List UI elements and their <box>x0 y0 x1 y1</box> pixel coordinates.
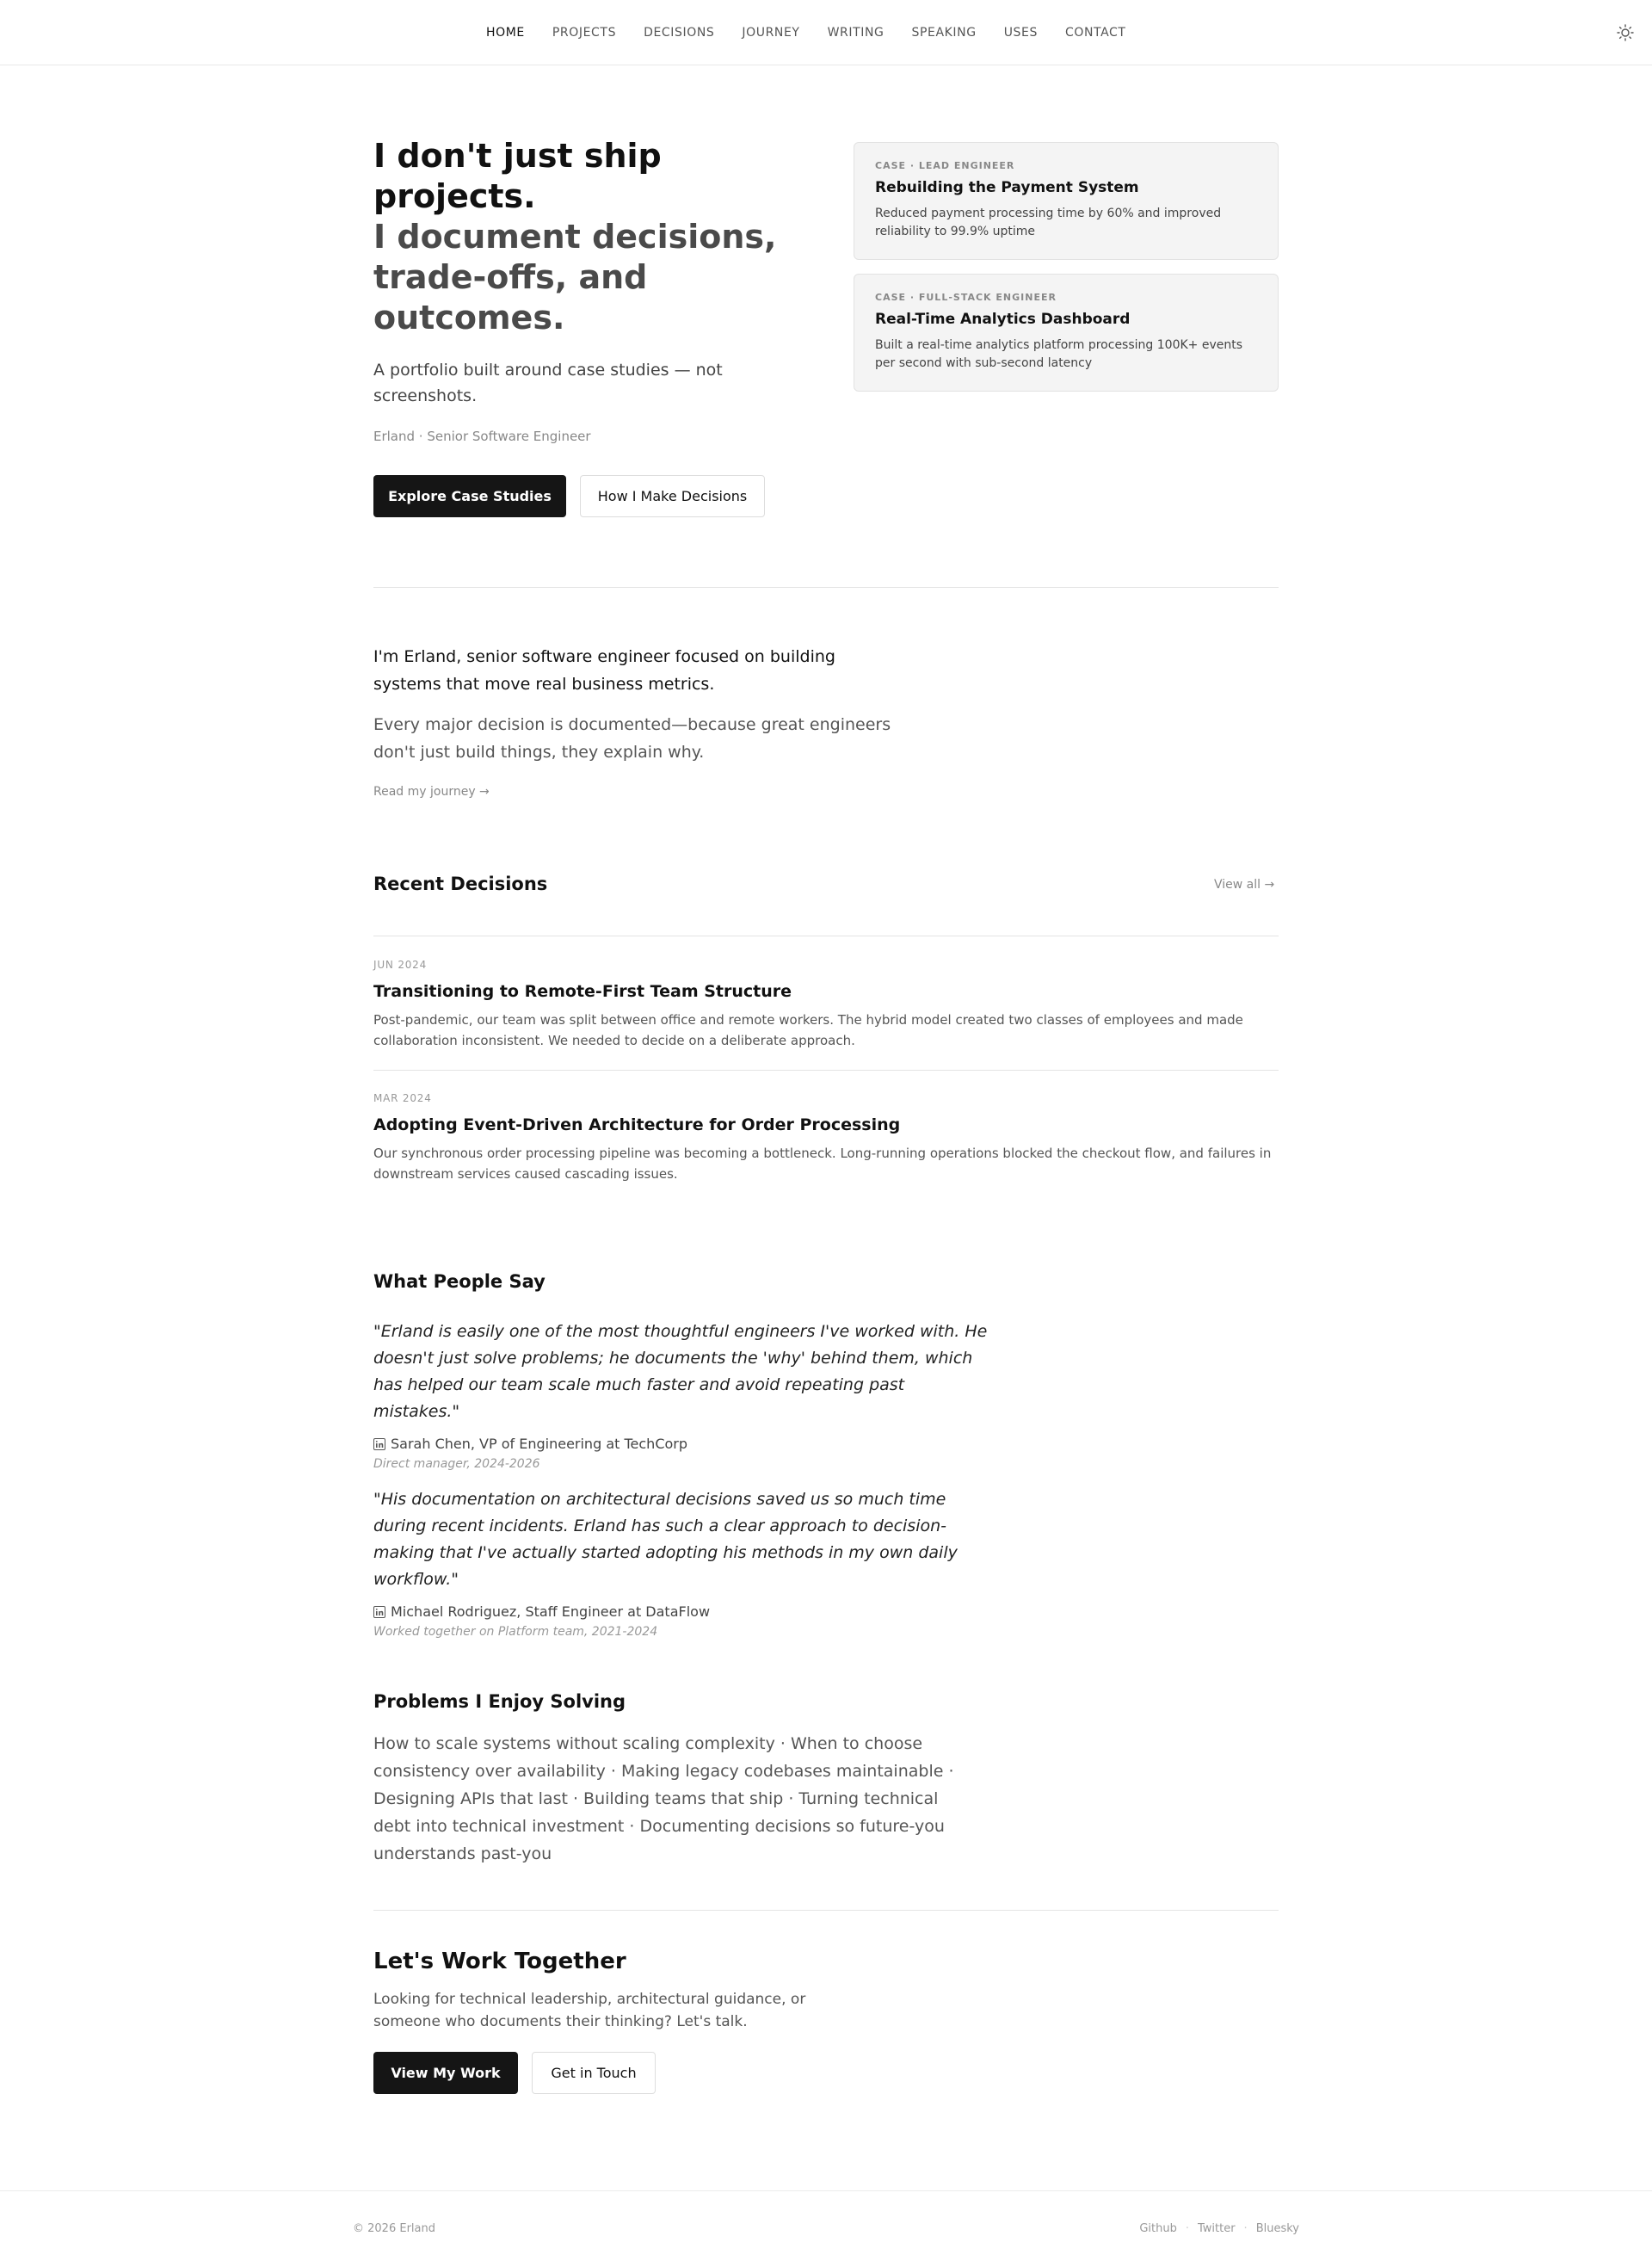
hero-byline: Erland · Senior Software Engineer <box>373 429 591 444</box>
problems-list: How to scale systems without scaling complexity · When to choose consistency over availability · Making legacy codebases maintainable · Designing APIs that last · Building teams that ship · Turning technical debt into technical investment · Documenting decisions so future-you understands past-you <box>373 1734 954 1863</box>
nav-item-contact[interactable]: CONTACT <box>1064 26 1126 40</box>
case-title: Real-Time Analytics Dashboard <box>875 311 1131 328</box>
decision-description: Post-pandemic, our team was split between office and remote workers. The hybrid model created two classes of employees and made collaboration inconsistent. We needed to decide on a deliberate approach. <box>373 1012 1243 1048</box>
decision-date: MAR 2024 <box>373 1092 432 1104</box>
case-description: Reduced payment processing time by 60% and improved reliability to 99.9% uptime <box>875 207 1222 238</box>
top-navigation <box>0 0 1652 65</box>
explore-case-studies-button[interactable]: Explore Case Studies <box>373 475 566 517</box>
footer-separator: · <box>1185 2222 1189 2235</box>
testimonial-author[interactable] <box>373 1436 993 1452</box>
nav-item-decisions[interactable]: DECISIONS <box>644 26 715 40</box>
testimonial-role: Worked together on Platform team, 2021-2024 <box>373 1625 658 1639</box>
nav-item-projects[interactable]: PROJECTS <box>552 26 617 40</box>
decision-title: Transitioning to Remote-First Team Structure <box>373 982 792 1001</box>
case-eyebrow: CASE · LEAD ENGINEER <box>875 160 1015 171</box>
decision-divider <box>373 1070 1279 1071</box>
read-journey-link[interactable]: Read my journey → <box>373 785 490 799</box>
recent-decisions-heading: Recent Decisions <box>373 874 548 894</box>
section-divider <box>373 587 1279 588</box>
testimonial-author-name: Michael Rodriguez, Staff Engineer at DataFlow <box>391 1603 711 1620</box>
footer-link-twitter[interactable]: Twitter <box>1197 2222 1236 2235</box>
decision-item[interactable] <box>373 959 1279 1051</box>
decision-title: Adopting Event-Driven Architecture for Order Processing <box>373 1115 901 1134</box>
hero-title <box>373 136 804 338</box>
testimonial-quote: "His documentation on architectural decisions saved us so much time during recent incidents. Erland has such a clear approach to decision-making that I've actually started adopting his methods in my own daily workflow." <box>373 1490 958 1589</box>
cta-title: Let's Work Together <box>373 1949 626 1974</box>
testimonial <box>373 1486 993 1639</box>
theme-toggle-button[interactable] <box>1616 23 1635 42</box>
decision-item[interactable] <box>373 1092 1279 1184</box>
intro-paragraph-secondary: Every major decision is documented—because great engineers don't just build things, they explain why. <box>373 715 891 762</box>
footer-link-bluesky[interactable]: Bluesky <box>1255 2222 1299 2235</box>
nav-item-uses[interactable]: USES <box>1003 26 1038 40</box>
nav-item-writing[interactable]: WRITING <box>827 26 885 40</box>
testimonial-author[interactable] <box>373 1603 993 1620</box>
decision-date: JUN 2024 <box>373 959 428 971</box>
nav-item-journey[interactable]: JOURNEY <box>742 26 800 40</box>
nav-links <box>486 26 1154 40</box>
get-in-touch-button[interactable]: Get in Touch <box>532 2052 656 2094</box>
testimonials-heading: What People Say <box>373 1271 546 1292</box>
testimonial <box>373 1319 993 1471</box>
case-title: Rebuilding the Payment System <box>875 179 1139 196</box>
case-card-analytics[interactable] <box>854 274 1279 392</box>
intro-paragraph: I'm Erland, senior software engineer focused on building systems that move real business metrics. <box>373 647 835 694</box>
view-all-decisions-link[interactable]: View all → <box>1214 878 1275 892</box>
case-eyebrow: CASE · FULL-STACK ENGINEER <box>875 292 1057 303</box>
cta-description: Looking for technical leadership, architectural guidance, or someone who documents their thinking? Let's talk. <box>373 1991 806 2030</box>
footer-separator: · <box>1243 2222 1248 2235</box>
sun-icon <box>1616 23 1635 42</box>
testimonial-quote: "Erland is easily one of the most thoughtful engineers I've worked with. He doesn't just solve problems; he documents the 'why' behind them, which has helped our team scale much faster and avoid repeating past mistakes." <box>373 1322 988 1421</box>
problems-heading: Problems I Enjoy Solving <box>373 1691 626 1712</box>
linkedin-icon <box>373 1606 385 1618</box>
nav-item-speaking[interactable]: SPEAKING <box>911 26 977 40</box>
copyright: © 2026 Erland <box>353 2222 435 2235</box>
decision-description: Our synchronous order processing pipeline was becoming a bottleneck. Long-running operations blocked the checkout flow, and failures in downstream services caused cascading issues. <box>373 1146 1272 1182</box>
case-card-payment[interactable] <box>854 142 1279 260</box>
hero-title-primary: I don't just ship projects. <box>373 137 662 215</box>
hero-subtitle: A portfolio built around case studies — not screenshots. <box>373 361 723 405</box>
footer-links <box>1139 2222 1299 2235</box>
footer-link-github[interactable]: Github <box>1139 2222 1177 2235</box>
testimonial-role: Direct manager, 2024-2026 <box>373 1457 540 1471</box>
footer <box>0 2190 1652 2267</box>
testimonial-author-name: Sarah Chen, VP of Engineering at TechCorp <box>391 1436 688 1452</box>
how-i-make-decisions-button[interactable]: How I Make Decisions <box>580 475 765 517</box>
case-description: Built a real-time analytics platform processing 100K+ events per second with sub-second latency <box>875 338 1242 370</box>
nav-item-home[interactable]: HOME <box>486 26 525 40</box>
hero-title-secondary: I document decisions, trade-offs, and outcomes. <box>373 218 777 337</box>
linkedin-icon <box>373 1438 385 1450</box>
view-my-work-button[interactable]: View My Work <box>373 2052 518 2094</box>
section-divider <box>373 1910 1279 1911</box>
